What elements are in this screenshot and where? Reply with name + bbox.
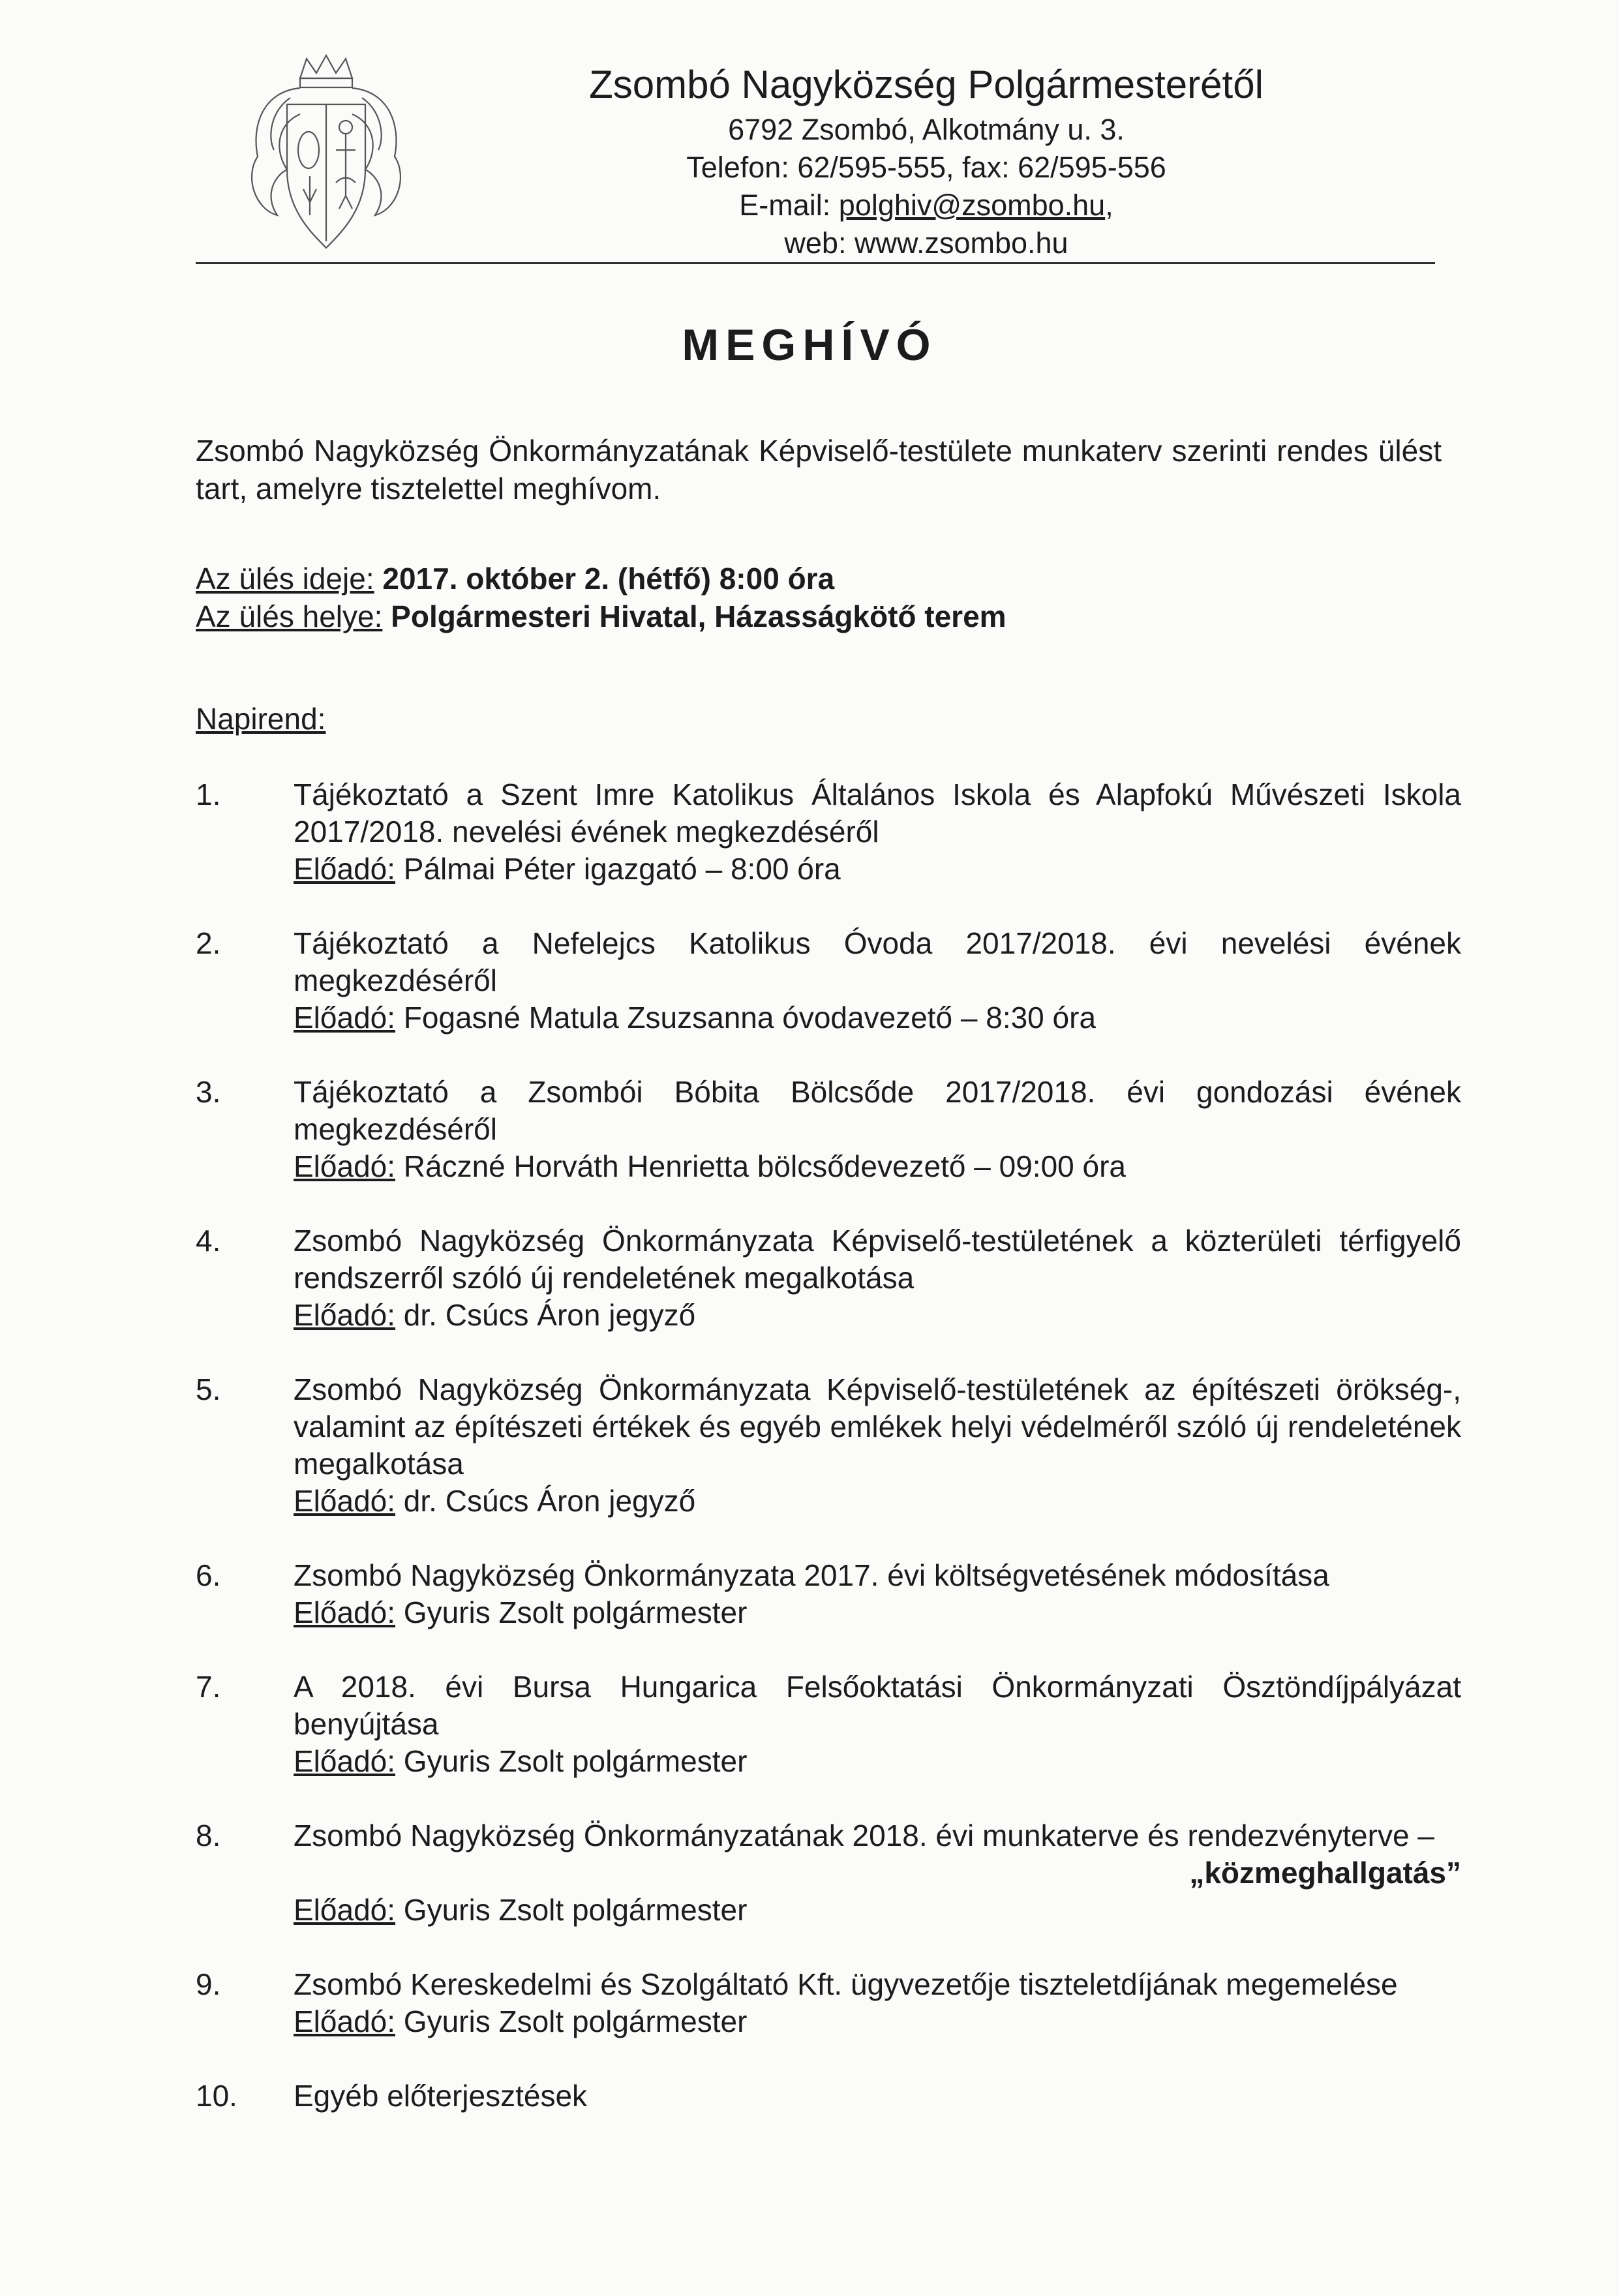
agenda-item-description: Zsombó Nagyközség Önkormányzata Képviselő-testületének a közterületi térfigyelő rendszerről szóló új rendeletének megalkotása bbox=[294, 1224, 1461, 1295]
email-line bbox=[470, 187, 1383, 224]
agenda-item-number: 10. bbox=[196, 2079, 237, 2113]
presenter-name: Gyuris Zsolt polgármester bbox=[403, 1893, 748, 1927]
agenda-item bbox=[196, 1074, 1474, 1185]
agenda-item-description: Tájékoztató a Nefelejcs Katolikus Óvoda 2017/2018. évi nevelési évének megkezdéséről bbox=[294, 926, 1461, 997]
postal-address: 6792 Zsombó, Alkotmány u. 3. bbox=[728, 113, 1125, 146]
agenda-item-number: 1. bbox=[196, 778, 221, 811]
website-line: web: www.zsombo.hu bbox=[784, 226, 1068, 260]
agenda-item-number: 3. bbox=[196, 1075, 221, 1109]
agenda-item bbox=[196, 1222, 1474, 1334]
letterhead bbox=[470, 59, 1383, 262]
agenda-item bbox=[196, 2077, 1474, 2115]
presenter-label: Előadó: bbox=[294, 1001, 396, 1035]
document-title: MEGHÍVÓ bbox=[682, 320, 937, 370]
meeting-time-label: Az ülés ideje: bbox=[196, 562, 374, 596]
presenter-label: Előadó: bbox=[294, 852, 396, 886]
email-link[interactable]: polghiv@zsombo.hu bbox=[838, 189, 1106, 222]
agenda-item-presenter bbox=[294, 1743, 1461, 1780]
meeting-place-value: Polgármesteri Hivatal, Házasságkötő terem bbox=[391, 599, 1006, 633]
organization-name: Zsombó Nagyközség Polgármesterétől bbox=[589, 63, 1263, 106]
meeting-place-label: Az ülés helye: bbox=[196, 599, 383, 633]
agenda-item-description: Egyéb előterjesztések bbox=[294, 2079, 588, 2113]
agenda-item-number: 6. bbox=[196, 1558, 221, 1592]
meeting-time-line bbox=[196, 560, 1442, 597]
agenda-item bbox=[196, 1371, 1474, 1520]
agenda-item bbox=[196, 1557, 1474, 1631]
header-divider bbox=[196, 262, 1435, 264]
presenter-label: Előadó: bbox=[294, 1595, 396, 1629]
meeting-place-line bbox=[196, 597, 1442, 635]
agenda-item-presenter bbox=[294, 2003, 1461, 2040]
presenter-label: Előadó: bbox=[294, 2004, 396, 2038]
agenda-item-presenter bbox=[294, 1148, 1461, 1185]
presenter-name: Ráczné Horváth Henrietta bölcsődevezető – 09:00 óra bbox=[403, 1149, 1127, 1183]
agenda-item-description: Tájékoztató a Zsombói Bóbita Bölcsőde 2017/2018. évi gondozási évének megkezdéséről bbox=[294, 1075, 1461, 1146]
presenter-name: Gyuris Zsolt polgármester bbox=[403, 1595, 748, 1629]
agenda-item-presenter bbox=[294, 851, 1461, 888]
agenda-list bbox=[196, 776, 1474, 2152]
agenda-item-description: Zsombó Kereskedelmi és Szolgáltató Kft. ügyvezetője tiszteletdíjának megemelése bbox=[294, 1967, 1398, 2001]
presenter-name: Gyuris Zsolt polgármester bbox=[403, 2004, 748, 2038]
agenda-item-number: 9. bbox=[196, 1967, 221, 2001]
agenda-item bbox=[196, 1669, 1474, 1780]
agenda-item bbox=[196, 925, 1474, 1036]
presenter-name: Pálmai Péter igazgató – 8:00 óra bbox=[403, 852, 841, 886]
email-suffix: , bbox=[1105, 189, 1113, 222]
phone-fax: Telefon: 62/595-555, fax: 62/595-556 bbox=[686, 151, 1166, 184]
presenter-name: Gyuris Zsolt polgármester bbox=[403, 1744, 748, 1778]
agenda-item-description-text: Zsombó Nagyközség Önkormányzatának 2018. évi munkaterve és rendezvényterve – bbox=[294, 1819, 1434, 1852]
email-prefix: E-mail: bbox=[739, 189, 839, 222]
presenter-label: Előadó: bbox=[294, 1744, 396, 1778]
presenter-name: Fogasné Matula Zsuzsanna óvodavezető – 8:30 óra bbox=[403, 1001, 1097, 1035]
agenda-item bbox=[196, 776, 1474, 888]
presenter-name: dr. Csúcs Áron jegyző bbox=[403, 1298, 696, 1332]
agenda-item-presenter bbox=[294, 1483, 1461, 1520]
agenda-item-presenter bbox=[294, 999, 1461, 1036]
agenda-item-number: 2. bbox=[196, 926, 221, 960]
agenda-item-description: Zsombó Nagyközség Önkormányzata 2017. évi költségvetésének módosítása bbox=[294, 1558, 1329, 1592]
agenda-item-description bbox=[294, 1817, 1461, 1892]
agenda-item-number: 8. bbox=[196, 1819, 221, 1852]
agenda-item-number: 7. bbox=[196, 1670, 221, 1704]
presenter-label: Előadó: bbox=[294, 1298, 396, 1332]
agenda-item bbox=[196, 1817, 1474, 1929]
agenda-item-emphasis: „közmeghallgatás” bbox=[1189, 1856, 1461, 1890]
agenda-item bbox=[196, 1966, 1474, 2040]
municipal-crest-icon bbox=[238, 52, 414, 258]
presenter-label: Előadó: bbox=[294, 1893, 396, 1927]
presenter-label: Előadó: bbox=[294, 1484, 396, 1518]
agenda-item-number: 4. bbox=[196, 1224, 221, 1258]
agenda-heading: Napirend: bbox=[196, 702, 326, 736]
agenda-item-description: A 2018. évi Bursa Hungarica Felsőoktatási Önkormányzati Ösztöndíjpályázat benyújtása bbox=[294, 1670, 1461, 1741]
meeting-time-value: 2017. október 2. (hétfő) 8:00 óra bbox=[382, 562, 835, 596]
agenda-item-description: Zsombó Nagyközség Önkormányzata Képviselő-testületének az építészeti örökség-, valamint az építészeti értékek és egyéb emlékek helyi védelméről szóló új rendeletének megalkotása bbox=[294, 1372, 1461, 1481]
presenter-label: Előadó: bbox=[294, 1149, 396, 1183]
agenda-item-presenter bbox=[294, 1892, 1461, 1929]
agenda-item-number: 5. bbox=[196, 1372, 221, 1406]
agenda-item-presenter bbox=[294, 1594, 1461, 1631]
agenda-item-presenter bbox=[294, 1297, 1461, 1334]
agenda-item-description: Tájékoztató a Szent Imre Katolikus Általános Iskola és Alapfokú Művészeti Iskola 2017/2018. nevelési évének megkezdéséről bbox=[294, 778, 1461, 849]
presenter-name: dr. Csúcs Áron jegyző bbox=[403, 1484, 696, 1518]
intro-paragraph: Zsombó Nagyközség Önkormányzatának Képviselő-testülete munkaterv szerinti rendes ülést tart, amelyre tisztelettel meghívom. bbox=[196, 434, 1442, 506]
